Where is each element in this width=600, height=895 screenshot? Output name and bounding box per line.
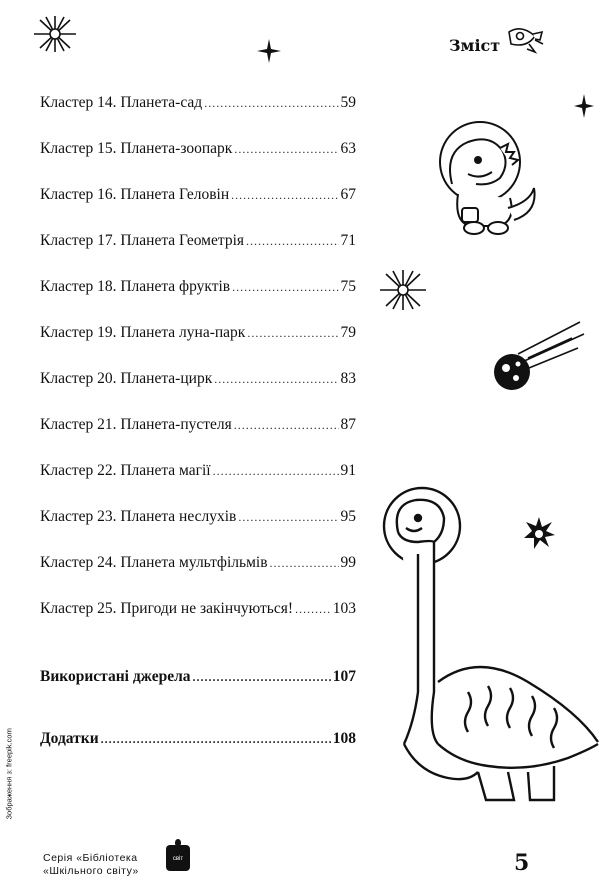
toc-entry xyxy=(40,554,356,576)
toc-leader-dots xyxy=(247,326,338,341)
toc-entry-label: Кластер 21. Планета-пустеля xyxy=(40,416,232,433)
toc-leader-dots xyxy=(232,280,338,295)
toc-entry-page: 95 xyxy=(340,508,356,525)
toc-entry-page: 87 xyxy=(340,416,356,433)
toc-leader-dots xyxy=(270,556,339,571)
image-credit: Зображення з: freepik.com xyxy=(4,728,14,820)
toc-entry xyxy=(40,370,356,392)
meteor-icon xyxy=(488,318,586,394)
toc-entry xyxy=(40,140,356,162)
toc-entry-page: 71 xyxy=(340,232,356,249)
toc-entry xyxy=(40,232,356,254)
toc-leader-dots xyxy=(295,602,331,617)
toc-entry-label: Кластер 18. Планета фруктів xyxy=(40,278,231,295)
toc-entry xyxy=(40,94,356,116)
sparkle-icon xyxy=(378,268,428,312)
toc-entry-label: Додатки xyxy=(40,730,99,747)
toc-entry xyxy=(40,508,356,530)
toc-entry-label: Кластер 25. Пригоди не закінчуються! xyxy=(40,600,294,617)
toc-leader-dots xyxy=(214,372,338,387)
toc-entry-label: Кластер 16. Планета Геловін xyxy=(40,186,230,203)
toc-entry xyxy=(40,462,356,484)
publisher-logo: світ xyxy=(166,845,190,871)
toc-entry-label: Кластер 20. Планета-цирк xyxy=(40,370,213,387)
series-name xyxy=(43,852,139,878)
toc-leader-dots xyxy=(234,418,339,433)
toc-entry xyxy=(40,278,356,300)
rocket-icon xyxy=(505,22,545,56)
page-title: Зміст xyxy=(449,36,501,55)
toc-entry xyxy=(40,416,356,438)
toc-entry-page: 67 xyxy=(340,186,356,203)
page-number: 5 xyxy=(514,850,530,876)
toc-entry-page: 63 xyxy=(340,140,356,157)
series-line-2: «Шкільного світу» xyxy=(43,865,139,877)
toc-entry-page: 79 xyxy=(340,324,356,341)
toc-leader-dots xyxy=(234,142,338,157)
toc-entry-label: Кластер 15. Планета-зоопарк xyxy=(40,140,233,157)
brachiosaurus-astronaut-illustration xyxy=(378,482,600,802)
star-icon xyxy=(256,38,282,64)
toc-entry xyxy=(40,600,356,622)
toc-entry-label: Кластер 23. Планета неслухів xyxy=(40,508,237,525)
toc-entry-page: 75 xyxy=(340,278,356,295)
dinosaur-astronaut-illustration xyxy=(430,112,550,237)
toc-entry-label: Кластер 22. Планета магії xyxy=(40,462,211,479)
toc-entry xyxy=(40,324,356,346)
toc-leader-dots xyxy=(231,188,338,203)
toc-entry xyxy=(40,668,356,690)
toc-entry-page: 108 xyxy=(332,730,356,747)
toc-leader-dots xyxy=(101,732,331,747)
toc-entry-label: Кластер 19. Планета луна-парк xyxy=(40,324,246,341)
sparkle-icon xyxy=(30,14,80,54)
series-line-1: Серія «Бібліотека xyxy=(43,852,138,864)
toc-entry-page: 91 xyxy=(340,462,356,479)
toc-leader-dots xyxy=(193,670,331,685)
toc-entry-page: 103 xyxy=(332,600,356,617)
toc-leader-dots xyxy=(246,234,338,249)
toc-entry-label: Кластер 14. Планета-сад xyxy=(40,94,203,111)
toc-entry xyxy=(40,186,356,208)
toc-entry-label: Використані джерела xyxy=(40,668,191,685)
star-icon xyxy=(573,93,595,119)
toc-leader-dots xyxy=(204,96,338,111)
toc-entry-page: 99 xyxy=(340,554,356,571)
toc-leader-dots xyxy=(213,464,339,479)
toc-entry-page: 83 xyxy=(340,370,356,387)
toc-leader-dots xyxy=(238,510,338,525)
toc-entry-page: 59 xyxy=(340,94,356,111)
toc-entry-label: Кластер 17. Планета Геометрія xyxy=(40,232,245,249)
toc-entry-page: 107 xyxy=(332,668,356,685)
toc-entry-label: Кластер 24. Планета мультфільмів xyxy=(40,554,268,571)
toc-entry xyxy=(40,730,356,752)
